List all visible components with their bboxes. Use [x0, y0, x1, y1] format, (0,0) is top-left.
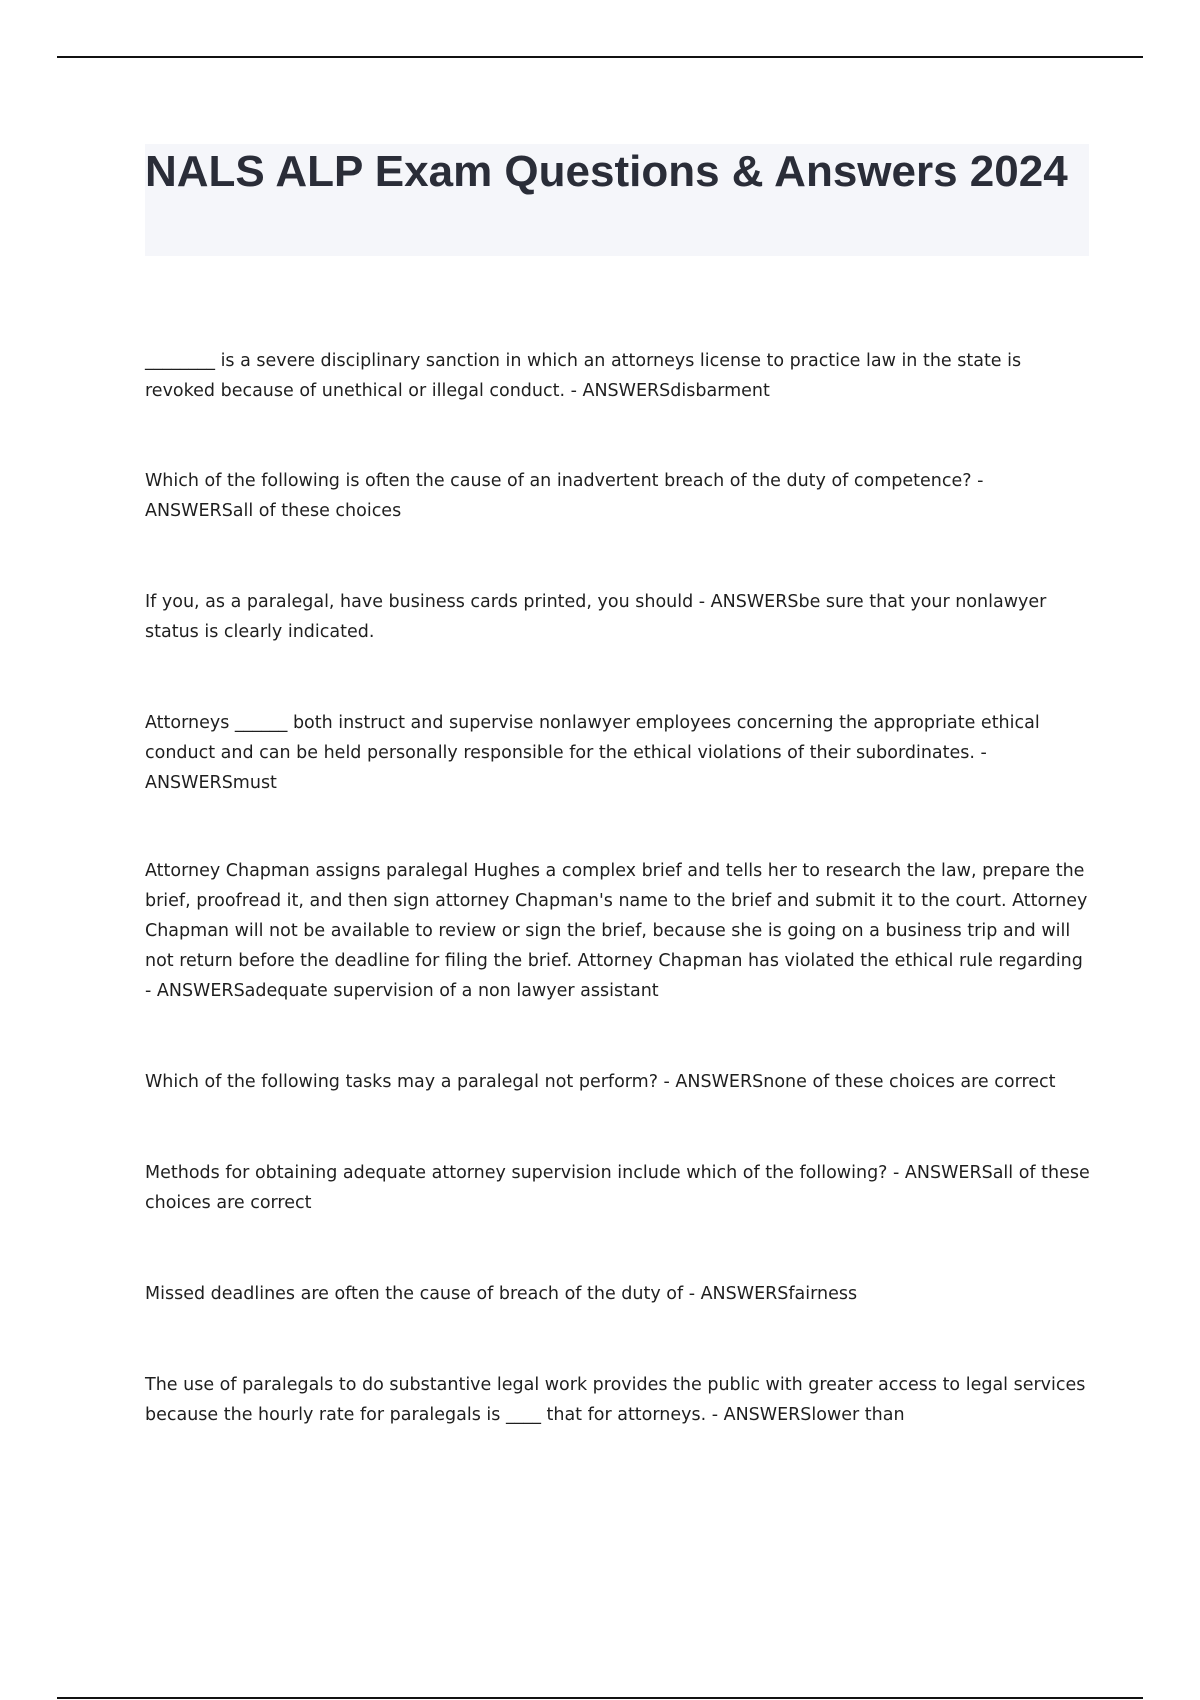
qa-list	[145, 346, 1090, 1430]
qa-item: Missed deadlines are often the cause of breach of the duty of - ANSWERSfairness	[145, 1284, 858, 1304]
qa-item: Methods for obtaining adequate attorney supervision include which of the following? - ANSWERSall of these choices are correct	[145, 1163, 1090, 1213]
document-title: NALS ALP Exam Questions & Answers 2024	[145, 147, 1068, 196]
top-divider	[57, 56, 1143, 58]
bottom-divider	[57, 1697, 1143, 1699]
qa-item: Which of the following is often the cause of an inadvertent breach of the duty of competence? - ANSWERSall of these choices	[145, 471, 984, 521]
qa-item: Attorneys ______ both instruct and supervise nonlawyer employees concerning the appropriate ethical conduct and can be held personally responsible for the ethical violations of their subordinates. - ANSWERSmust	[145, 713, 1040, 793]
qa-item: ________ is a severe disciplinary sanction in which an attorneys license to practice law in the state is revoked because of unethical or illegal conduct. - ANSWERSdisbarment	[145, 351, 1022, 401]
qa-item: The use of paralegals to do substantive legal work provides the public with greater access to legal services because the hourly rate for paralegals is ____ that for attorneys. - ANSWERSlower than	[145, 1375, 1086, 1425]
qa-item: If you, as a paralegal, have business cards printed, you should - ANSWERSbe sure that your nonlawyer status is clearly indicated.	[145, 592, 1047, 642]
qa-item: Which of the following tasks may a paralegal not perform? - ANSWERSnone of these choices are correct	[145, 1072, 1056, 1092]
qa-item: Attorney Chapman assigns paralegal Hughes a complex brief and tells her to research the law, prepare the brief, proofread it, and then sign attorney Chapman's name to the brief and submit it to the court. Attorney Chapman will not be available to review or sign the brief, because she is going on a business trip and will not return before the deadline for filing the brief. Attorney Chapman has violated the ethical rule regarding - ANSWERSadequate supervision of a non lawyer assistant	[145, 861, 1088, 1001]
